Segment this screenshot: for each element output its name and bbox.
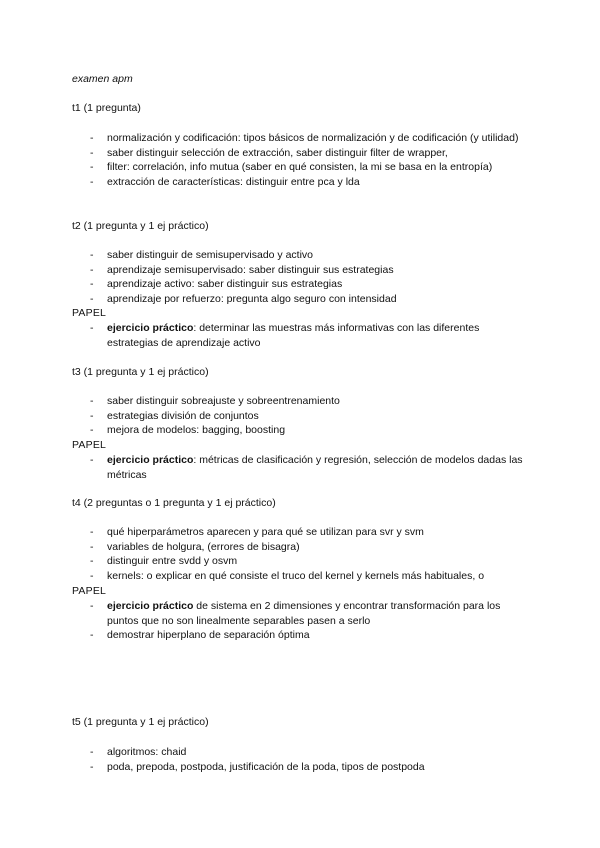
dash-bullet: - <box>90 629 94 641</box>
papel-list-t3 <box>0 453 600 482</box>
list-item: - kernels: o explicar en qué consiste el truco del kernel y kernels más habituales, o <box>90 569 485 582</box>
list-item: - ejercicio práctico de sistema en 2 dimensiones y encontrar transformación para los puntos que no son linealmente separables pasen a serlo <box>90 600 501 627</box>
list-item: - aprendizaje por refuerzo: pregunta algo seguro con intensidad <box>90 292 397 305</box>
dash-bullet: - <box>90 292 94 305</box>
papel-label-t2: PAPEL <box>72 307 107 319</box>
dash-bullet: - <box>90 146 94 159</box>
list-item: - ejercicio práctico: métricas de clasificación y regresión, selección de modelos dadas las métricas <box>90 454 523 481</box>
dash-bullet: - <box>90 555 94 567</box>
dash-bullet: - <box>90 175 94 188</box>
dash-bullet: - <box>90 540 94 553</box>
dash-bullet: - <box>90 454 94 466</box>
dash-bullet: - <box>90 760 94 773</box>
dash-bullet: - <box>90 526 94 538</box>
list-item: - variables de holgura, (errores de bisagra) <box>90 540 300 553</box>
dash-bullet: - <box>90 249 94 261</box>
section-title-t4: t4 (2 preguntas o 1 pregunta y 1 ej práctico) <box>72 497 276 509</box>
section-title-t1: t1 (1 pregunta) <box>72 102 141 114</box>
papel-list-t4 <box>0 599 600 643</box>
papel-list-t2 <box>0 321 600 350</box>
dash-bullet: - <box>90 161 94 173</box>
list-item: - ejercicio práctico: determinar las muestras más informativas con las diferentes estrategias de aprendizaje activo <box>90 322 480 349</box>
list-item: - demostrar hiperplano de separación óptima <box>90 629 310 641</box>
document-title: examen apm <box>72 73 133 85</box>
list-item: - extracción de características: distinguir entre pca y lda <box>90 175 360 188</box>
papel-label-t4: PAPEL <box>72 585 107 597</box>
list-item: - qué hiperparámetros aparecen y para qué se utilizan para svr y svm <box>90 526 424 538</box>
list-item: - algoritmos: chaid <box>90 746 187 758</box>
dash-bullet: - <box>90 278 94 290</box>
list-item: - saber distinguir de semisupervisado y activo <box>90 249 314 261</box>
bullet-list-t2 <box>0 248 600 306</box>
list-item: - mejora de modelos: bagging, boosting <box>90 424 286 436</box>
list-item: - saber distinguir sobreajuste y sobreentrenamiento <box>90 395 340 407</box>
list-item: - distinguir entre svdd y osvm <box>90 555 238 567</box>
dash-bullet: - <box>90 322 94 334</box>
list-item: - poda, prepoda, postpoda, justificación de la poda, tipos de postpoda <box>90 760 425 773</box>
dash-bullet: - <box>90 132 94 144</box>
list-item: - normalización y codificación: tipos básicos de normalización y de codificación (y utilidad) <box>90 132 519 144</box>
bullet-list-t4 <box>0 525 600 583</box>
section-title-t3: t3 (1 pregunta y 1 ej práctico) <box>72 366 209 378</box>
dash-bullet: - <box>90 424 94 436</box>
list-item: - aprendizaje semisupervisado: saber distinguir sus estrategias <box>90 263 394 276</box>
section-title-t5: t5 (1 pregunta y 1 ej práctico) <box>72 716 209 728</box>
list-item: - aprendizaje activo: saber distinguir sus estrategias <box>90 278 343 290</box>
list-item: - filter: correlación, info mutua (saber en qué consisten, la mi se basa en la entropía) <box>90 161 493 173</box>
dash-bullet: - <box>90 395 94 407</box>
dash-bullet: - <box>90 569 94 582</box>
bullet-list-t5 <box>0 745 600 774</box>
dash-bullet: - <box>90 600 94 612</box>
dash-bullet: - <box>90 263 94 276</box>
section-title-t2: t2 (1 pregunta y 1 ej práctico) <box>72 220 209 232</box>
papel-label-t3: PAPEL <box>72 439 107 451</box>
list-item: - estrategias división de conjuntos <box>90 409 259 422</box>
dash-bullet: - <box>90 746 94 758</box>
bullet-list-t3 <box>0 394 600 438</box>
dash-bullet: - <box>90 409 94 422</box>
list-item: - saber distinguir selección de extracción, saber distinguir filter de wrapper, <box>90 146 448 159</box>
bullet-list-t1 <box>0 131 600 189</box>
